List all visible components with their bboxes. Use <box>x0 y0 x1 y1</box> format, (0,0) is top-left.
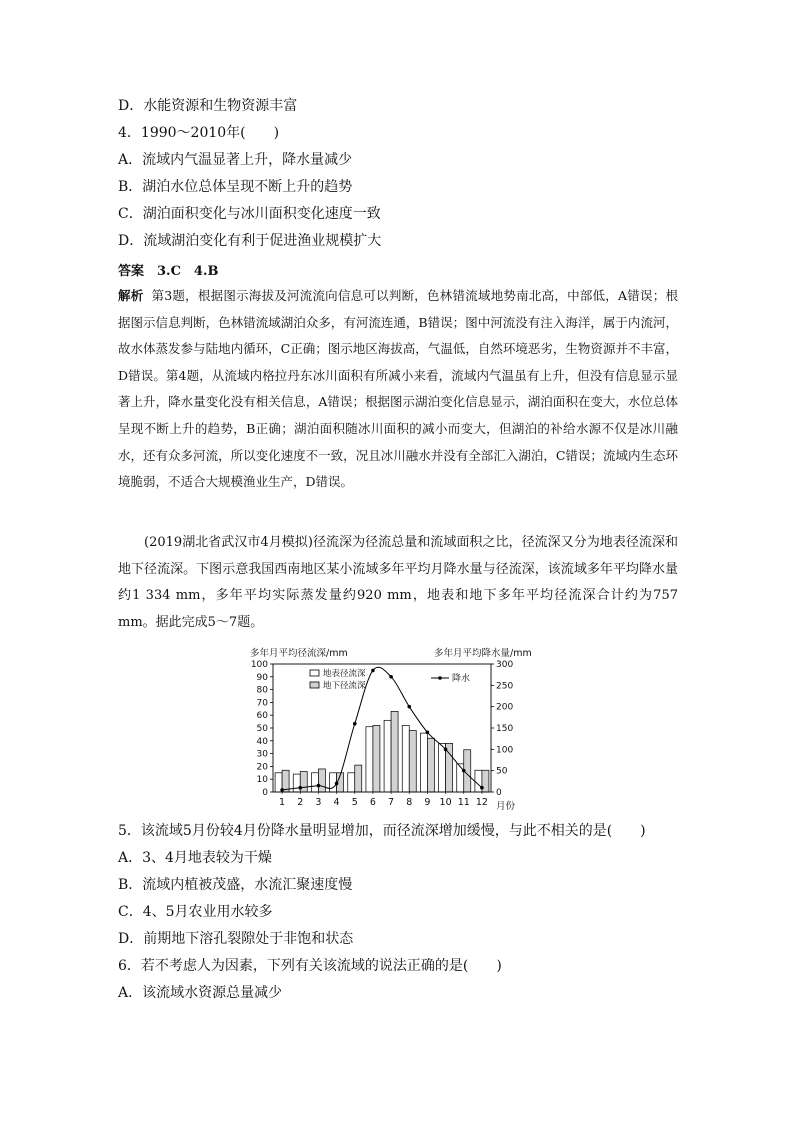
legend-label-precip: 降水 <box>452 674 471 684</box>
x-tick-label: 4 <box>333 797 340 808</box>
precipitation-point <box>407 705 411 709</box>
x-tick-label: 3 <box>315 797 322 808</box>
q5-option-c: C．4、5月农业用水较多 <box>118 904 273 920</box>
left-tick-label: 20 <box>256 762 268 773</box>
right-axis-ticks <box>491 660 513 798</box>
precipitation-point <box>280 788 284 792</box>
chart-title-left: 多年月平均径流深/mm <box>250 648 348 659</box>
right-tick-label: 300 <box>496 660 514 670</box>
underground-runoff-bar <box>373 725 380 792</box>
left-tick-label: 50 <box>256 724 268 734</box>
q4-option-a: A．流域内气温显著上升，降水量减少 <box>118 152 353 168</box>
precipitation-point <box>462 769 466 773</box>
surface-runoff-bar <box>402 725 409 792</box>
x-axis-title: 月份 <box>496 801 516 812</box>
right-tick-label: 250 <box>496 681 514 692</box>
x-tick-label: 12 <box>475 797 488 808</box>
right-tick-label: 100 <box>496 745 514 756</box>
legend-label-underground: 地下径流深 <box>323 681 366 691</box>
q4-option-d: D．流域湖泊变化有利于促进渔业规模扩大 <box>118 233 382 249</box>
analysis-paragraph <box>118 283 678 496</box>
surface-runoff-bar <box>420 733 427 792</box>
analysis-lead: 解析 <box>118 288 144 303</box>
precipitation-point <box>389 675 393 679</box>
right-tick-label: 200 <box>496 702 514 713</box>
left-tick-label: 100 <box>250 660 268 670</box>
x-tick-label: 8 <box>406 797 413 808</box>
underground-runoff-bar <box>318 769 325 792</box>
x-tick-label: 9 <box>424 797 431 808</box>
right-tick-label: 50 <box>496 766 508 777</box>
surface-runoff-bar <box>366 727 373 792</box>
q4-option-c: C．湖泊面积变化与冰川面积变化速度一致 <box>118 206 381 222</box>
left-tick-label: 0 <box>262 788 268 798</box>
q4-stem: 4．1990～2010年( ) <box>118 125 280 141</box>
precipitation-point <box>353 722 357 726</box>
bar-marks <box>275 711 489 792</box>
left-tick-label: 80 <box>256 685 268 696</box>
surface-runoff-bar <box>293 774 300 792</box>
left-tick-label: 30 <box>256 749 268 760</box>
x-tick-label: 10 <box>439 797 452 808</box>
right-tick-label: 150 <box>496 724 514 734</box>
surface-runoff-bar <box>384 720 391 792</box>
x-tick-label: 6 <box>369 797 376 808</box>
q6-stem: 6．若不考虑人为因素，下列有关该流域的说法正确的是( ) <box>118 958 502 974</box>
x-axis-labels <box>279 792 488 808</box>
q5-option-d: D．前期地下溶孔裂隙处于非饱和状态 <box>118 931 354 947</box>
underground-runoff-bar <box>427 738 434 792</box>
precipitation-point <box>317 784 321 788</box>
passage-intro: (2019湖北省武汉市4月模拟)径流深为径流总量和流域面积之比，径流深又分为地表径流深和地下径流深。下图示意我国西南地区某小流域多年平均月降水量与径流深，该流域多年平均降水量约1 334 mm，多年平均实际蒸发量约920 mm，地表和地下多年平均径流深合计约为757 mm。据此完成5～7题。 <box>118 535 678 630</box>
q4-option-b: B．湖泊水位总体呈现不断上升的趋势 <box>118 179 353 195</box>
chart-title-right: 多年月平均降水量/mm <box>434 648 532 659</box>
left-tick-label: 90 <box>256 672 268 683</box>
q5-stem: 5．该流域5月份较4月份降水量明显增加，而径流深增加缓慢，与此不相关的是( ) <box>118 823 646 839</box>
left-tick-label: 40 <box>256 736 268 747</box>
runoff-precipitation-chart <box>250 644 550 816</box>
legend-swatch-surface <box>310 670 319 676</box>
precipitation-point <box>426 730 430 734</box>
right-tick-label: 0 <box>496 788 502 798</box>
underground-runoff-bar <box>409 731 416 792</box>
precipitation-point <box>444 748 448 752</box>
precipitation-point <box>480 786 484 790</box>
left-axis-ticks <box>251 660 273 798</box>
q3-option-d: D．水能资源和生物资源丰富 <box>118 98 298 114</box>
left-tick-label: 10 <box>256 775 268 786</box>
legend-label-surface: 地表径流深 <box>323 669 366 679</box>
q6-option-a: A．该流域水资源总量减少 <box>118 985 283 1001</box>
q5-option-a: A．3、4月地表较为干燥 <box>118 850 272 866</box>
precipitation-point <box>335 782 339 786</box>
q5-option-b: B．流域内植被茂盛，水流汇聚速度慢 <box>118 877 353 893</box>
x-tick-label: 1 <box>279 797 286 808</box>
x-tick-label: 11 <box>457 797 470 808</box>
surface-runoff-bar <box>348 773 355 792</box>
underground-runoff-bar <box>391 711 398 792</box>
x-tick-label: 2 <box>297 797 304 808</box>
x-tick-label: 5 <box>351 797 358 808</box>
left-tick-label: 60 <box>256 711 268 722</box>
precipitation-point <box>371 669 375 673</box>
analysis-text: 第3题，根据图示海拔及河流流向信息可以判断，色林错流域地势南北高，中部低，A错误；根据图示信息判断，色林错流域湖泊众多，有河流连通，B错误；图中河流没有注入海洋，属于内流河，故水体蒸发参与陆地内循环，C正确；图示地区海拔高，气温低，自然环境恶劣，生物资源并不丰富，D错误。第4题，从流域内格拉丹东冰川面积有所减小来看，流域内气温虽有上升，但没有信息显示显著上升，降水量变化没有相关信息，A错误；根据图示湖泊变化信息显示，湖泊面积在变大，水位总体呈现不断上升的趋势，B正确；湖泊面积随冰川面积的减小而变大，但湖泊的补给水源不仅是冰川融水，还有众多河流，所以变化速度不一致，况且冰川融水并没有全部汇入湖泊，C错误；流域内生态环境脆弱，不适合大规模渔业生产，D错误。 <box>118 288 678 490</box>
surface-runoff-bar <box>457 764 464 792</box>
precipitation-point <box>298 786 302 790</box>
legend-swatch-underground <box>310 682 319 688</box>
x-tick-label: 7 <box>388 797 395 808</box>
underground-runoff-bar <box>355 765 362 792</box>
legend-point-precip <box>438 676 442 680</box>
left-tick-label: 70 <box>256 698 268 709</box>
surface-runoff-bar <box>311 773 318 792</box>
chart-legend <box>310 668 470 691</box>
answer-line: 答案 3.C 4.B <box>118 264 219 279</box>
